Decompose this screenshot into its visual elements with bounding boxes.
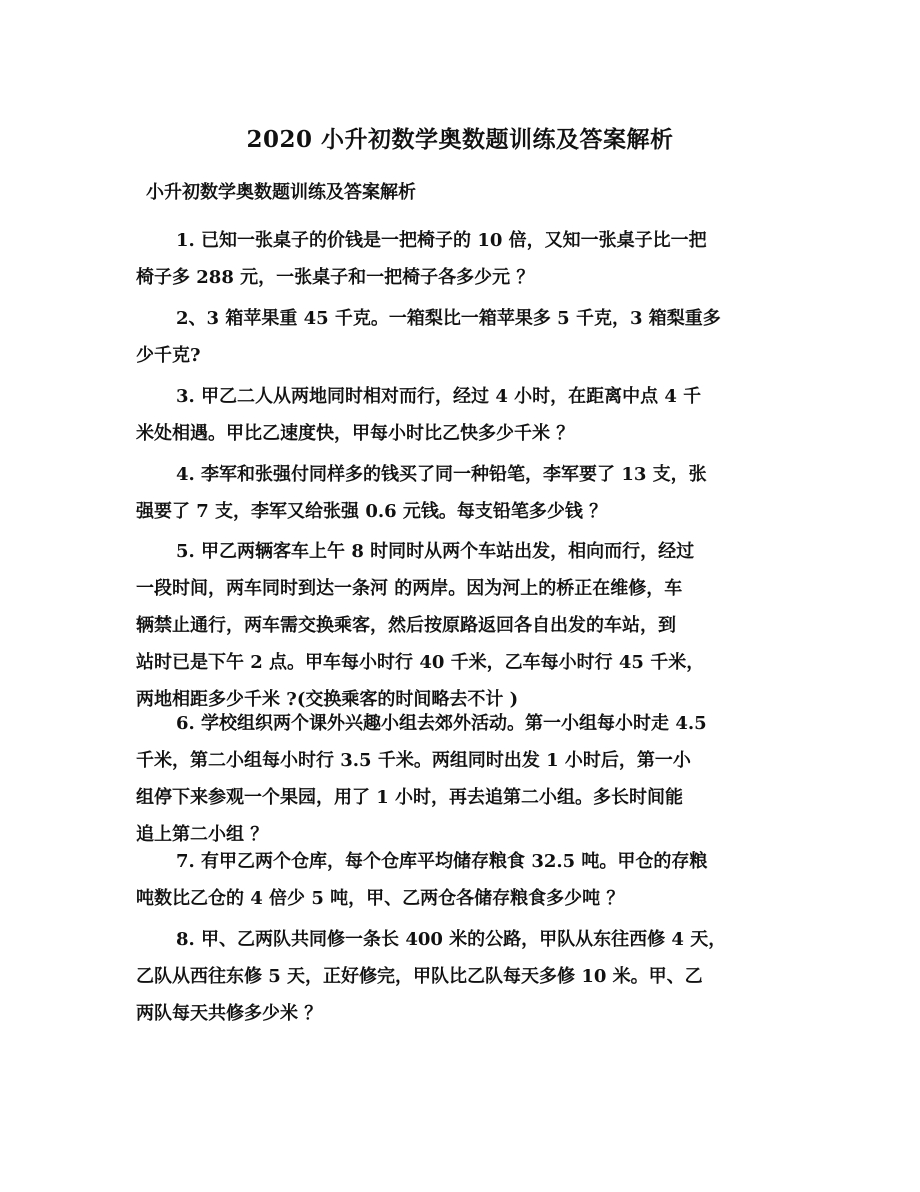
question-line: 乙队从西往东修 5 天，正好修完，甲队比乙队每天多修 10 米。甲、乙 — [136, 966, 703, 987]
question-1 — [136, 222, 776, 296]
question-line: 椅子多 288 元，一张桌子和一把椅子各多少元 ？ — [136, 267, 535, 288]
document-title: 2020 小升初数学奥数题训练及答案解析 — [246, 126, 674, 153]
document-subtitle: 小升初数学奥数题训练及答案解析 — [146, 182, 416, 203]
question-line: 两队每天共修多少米 ？ — [136, 1003, 323, 1024]
question-line: 强要了 7 支，李军又给张强 0.6 元钱。每支铅笔多少钱 ？ — [136, 501, 608, 522]
question-line: 8. 甲、乙两队共同修一条长 400 米的公路，甲队从东往西修 4 天， — [176, 929, 727, 950]
question-line: 1. 已知一张桌子的价钱是一把椅子的 10 倍，又知一张桌子比一把 — [176, 230, 707, 251]
question-7 — [136, 843, 776, 917]
question-line: 两地相距多少千米 ?(交换乘客的时间略去不计 ) — [136, 689, 519, 710]
question-line: 3. 甲乙二人从两地同时相对而行，经过 4 小时，在距离中点 4 千 — [176, 386, 702, 407]
question-line: 2、3 箱苹果重 45 千克。一箱梨比一箱苹果多 5 千克，3 箱梨重多 — [176, 308, 721, 329]
question-line: 辆禁止通行，两车需交换乘客，然后按原路返回各自出发的车站，到 — [136, 615, 676, 636]
question-line: 米处相遇。甲比乙速度快，甲每小时比乙快多少千米 ？ — [136, 423, 575, 444]
question-6 — [136, 705, 776, 853]
question-line: 追上第二小组 ？ — [136, 824, 269, 845]
question-2 — [136, 300, 776, 374]
question-line: 一段时间，两车同时到达一条河 的两岸。因为河上的桥正在维修，车 — [136, 578, 683, 599]
question-4 — [136, 456, 776, 530]
question-line: 站时已是下午 2 点。甲车每小时行 40 千米，乙车每小时行 45 千米， — [136, 652, 705, 673]
question-line: 5. 甲乙两辆客车上午 8 时同时从两个车站出发，相向而行，经过 — [176, 541, 695, 562]
question-line: 7. 有甲乙两个仓库，每个仓库平均储存粮食 32.5 吨。甲仓的存粮 — [176, 851, 708, 872]
question-3 — [136, 378, 776, 452]
question-line: 组停下来参观一个果园，用了 1 小时，再去追第二小组。多长时间能 — [136, 787, 684, 808]
question-line: 千米，第二小组每小时行 3.5 千米。两组同时出发 1 小时后，第一小 — [136, 750, 691, 771]
question-line: 少千克? — [136, 345, 201, 366]
question-5 — [136, 533, 776, 718]
question-8 — [136, 921, 776, 1032]
question-line: 4. 李军和张强付同样多的钱买了同一种铅笔，李军要了 13 支，张 — [176, 464, 707, 485]
question-line: 6. 学校组织两个课外兴趣小组去郊外活动。第一小组每小时走 4.5 — [176, 713, 707, 734]
question-line: 吨数比乙仓的 4 倍少 5 吨，甲、乙两仓各储存粮食多少吨 ？ — [136, 888, 625, 909]
